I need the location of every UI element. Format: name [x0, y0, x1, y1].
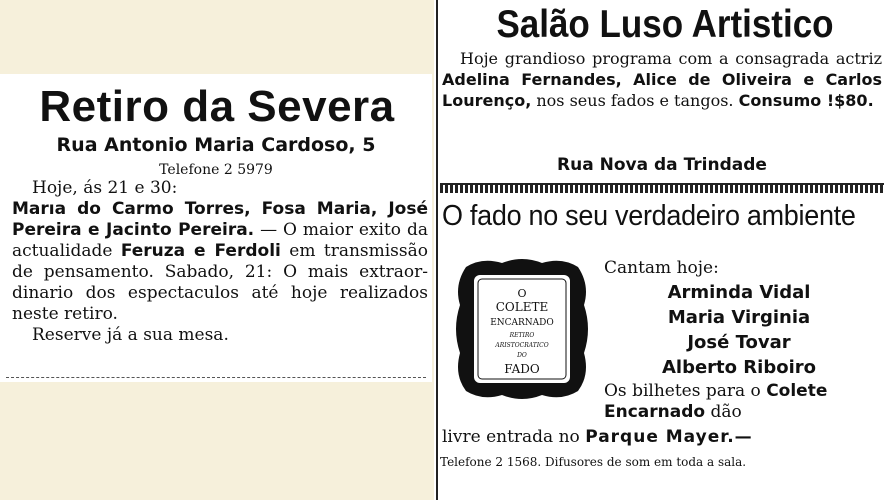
logo-text: DO	[517, 352, 527, 359]
logo-text: ENCARNADO	[490, 318, 554, 328]
severa-program	[12, 199, 428, 325]
parque-mayer: Parque Mayer.—	[585, 427, 753, 447]
tickets-venue: Colete Encarnado	[604, 381, 828, 422]
tail-text: livre entrada no	[442, 427, 586, 447]
severa-duo: Feruza e Ferdoli	[120, 241, 281, 261]
luso-line2: nos seus fados e tangos.	[531, 91, 739, 110]
tickets-text: Os bilhetes para o	[604, 381, 767, 401]
logo-text: O	[517, 287, 527, 300]
severa-title: Retiro da Severa	[39, 82, 395, 131]
severa-names: Marıa do Carmo Torres, Fosa Maria, José Pereira e Jacinto Pereira.	[12, 199, 428, 240]
colete-cantam: Cantam hoje:	[604, 258, 719, 278]
logo-text: RETIRO	[509, 332, 535, 339]
retiro-da-severa-ad	[0, 74, 432, 382]
luso-body	[442, 48, 882, 111]
colete-phone: Telefone 2 1568. Difusores de som em toda a sala.	[440, 455, 747, 469]
colete-singers	[604, 280, 874, 380]
severa-intro: Hoje, ás 21 e 30:	[32, 178, 178, 198]
severa-dash-text: — O maior exito da actualidade	[12, 220, 428, 261]
divider	[6, 377, 426, 378]
severa-rest: em transmissão de pensamento. Sabado, 21: O mais extraordinario dos espectaculos até hoje realizados neste retiro.	[12, 241, 429, 324]
column-divider	[436, 0, 438, 500]
luso-street: Rua Nova da Trindade	[557, 155, 767, 175]
luso-title: Salão Luso Artistico	[496, 2, 834, 46]
colete-tail	[442, 427, 886, 447]
logo-text: COLETE	[495, 300, 549, 314]
colete-title: O fado no seu verdadeiro ambiente	[442, 200, 856, 232]
right-column	[434, 0, 890, 500]
singer-name: José Tovar	[687, 332, 791, 353]
logo-text: FADO	[504, 362, 540, 376]
luso-consumo: Consumo !$80.	[738, 91, 874, 110]
colete-tickets	[604, 381, 878, 423]
luso-artists: Adelina Fernandes, Alice de Oliveira e Carlos Lourenço,	[442, 70, 882, 110]
logo-text: ARISTOCRATICO	[495, 342, 549, 349]
severa-reserve: Reserve já a sua mesa.	[32, 325, 229, 345]
singer-name: Arminda Vidal	[667, 282, 811, 303]
colete-encarnado-logo	[452, 255, 592, 403]
severa-address: Rua Antonio Maria Cardoso, 5	[56, 134, 376, 156]
severa-body	[12, 178, 428, 346]
singer-name: Alberto Riboiro	[661, 357, 816, 378]
tickets-text: dão	[705, 402, 742, 422]
luso-line1: Hoje grandioso programa com a consagrada actriz	[460, 49, 882, 68]
divider	[440, 183, 884, 193]
severa-phone: Telefone 2 5979	[159, 162, 273, 178]
singer-name: Maria Virginia	[667, 307, 811, 328]
